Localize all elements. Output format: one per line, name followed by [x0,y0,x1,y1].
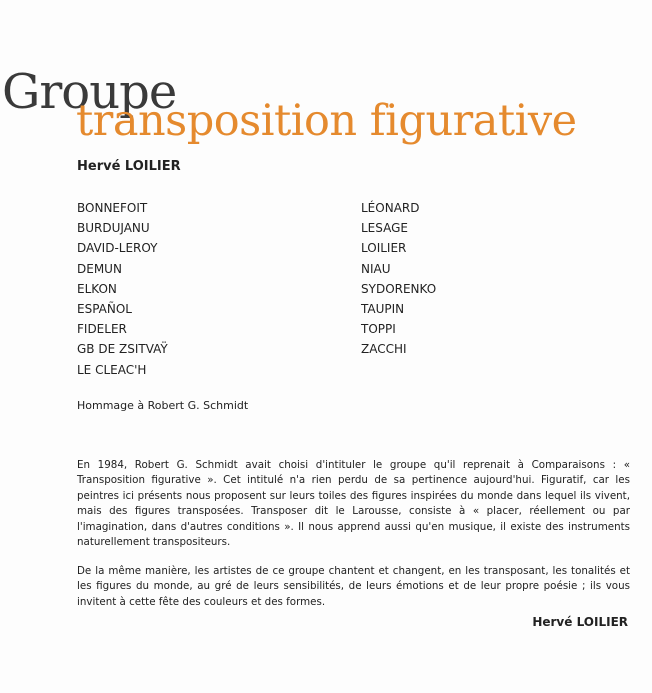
artist-name: SYDORENKO [361,281,437,296]
artist-name: LESAGE [361,221,408,236]
intro-paragraph: En 1984, Robert G. Schmidt avait choisi d'intituler le groupe qu'il reprenait à Comparaisons : « Transposition figurative ». Cet intitulé n'a rien perdu de sa pertinence aujourd'hui. Figuratif, car les peintres ici présents nous proposent sur leurs toiles des figures inspirées du monde dans lequel ils vivent, mais des figures transposées. Transposer dit le Larousse, consiste à « placer, réellement ou par l'imagination, dans d'autres conditions ». Il nous apprend aussi qu'en musique, il existe des instruments naturellement transpositeurs. [77,459,630,549]
artist-name: BURDUJANU [77,221,150,236]
hommage-line: Hommage à Robert G. Schmidt [77,399,249,412]
artist-name: LOILIER [361,241,407,256]
title-transposition-figurative: transposition figurative [76,96,577,146]
artist-name: TAUPIN [361,302,405,317]
artist-name: FIDELER [77,322,127,337]
author-name: Hervé LOILIER [77,159,181,174]
artist-name: GB DE ZSITVAŸ [77,342,168,357]
artist-name: ESPAÑOL [77,302,132,317]
artist-name: BONNEFOIT [77,201,148,215]
artist-name: NIAU [361,261,391,276]
artist-name: ELKON [77,281,117,296]
title-groupe: Groupe [2,64,177,120]
artist-name: LÉONARD [361,201,420,215]
artist-name: DEMUN [77,261,122,276]
second-paragraph: De la même manière, les artistes de ce groupe chantent et changent, en les transposant, les tonalités et les figures du monde, au gré de leurs sensibilités, de leurs émotions et de leur propre poésie ; ils vous invitent à cette fête des couleurs et des formes. [77,565,630,608]
signature: Hervé LOILIER [532,615,628,629]
artist-list-right [361,198,436,360]
artist-name: TOPPI [361,322,396,337]
artist-name: ZACCHI [361,342,407,357]
artist-list-left [77,198,168,380]
artist-name: DAVID-LEROY [77,241,158,256]
artist-name: LE CLEAC'H [77,362,147,377]
